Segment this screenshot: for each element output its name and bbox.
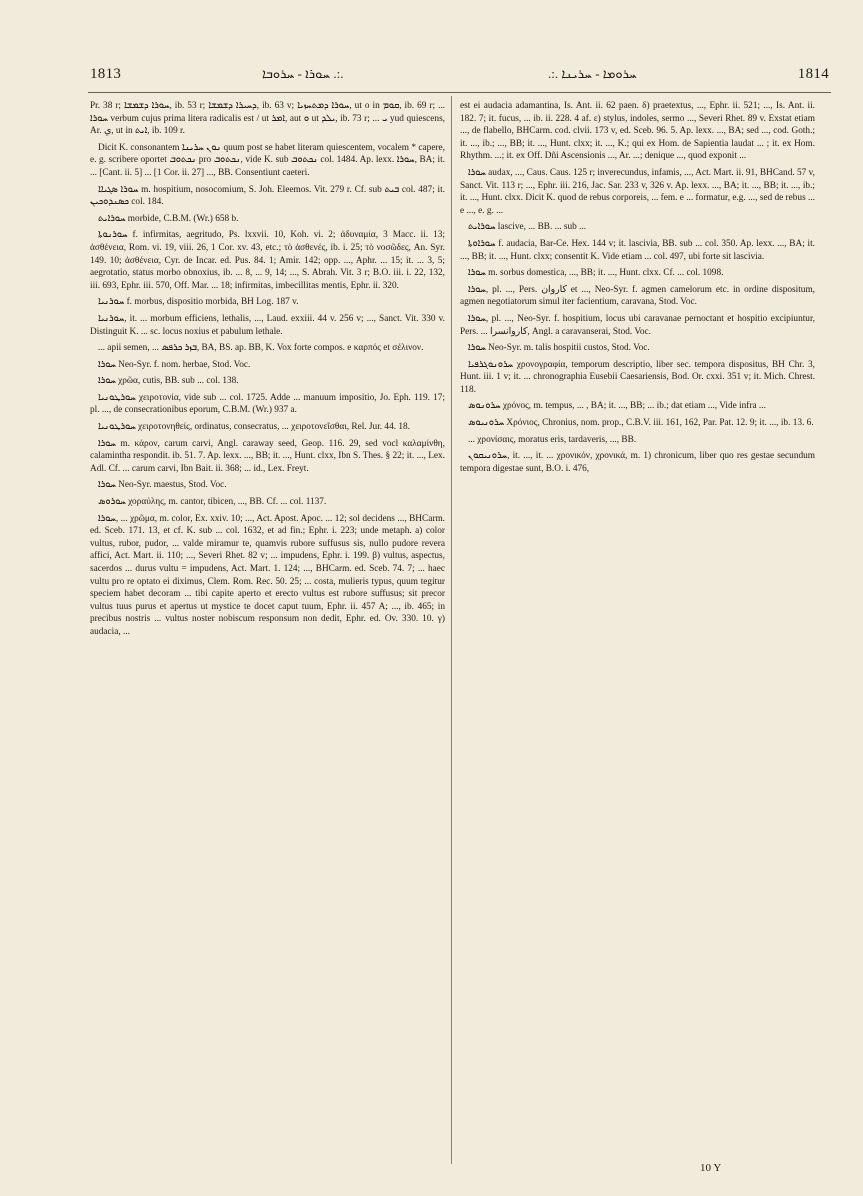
entry: ܚܘܪܐܘܬܐ f. audacia, Bar-Ce. Hex. 144 v; it. lascivia, BB. sub ... col. 350. Ap. lexx. ..., BA; it. ..., BB; it. ..., Hunt. clxx; consentit K. Vide etiam ... col. 497, ubi forte sit lascivia. bbox=[460, 238, 815, 262]
entry: ... χρονίσαις, moratus eris, tardaveris, ..., BB. bbox=[468, 434, 637, 445]
entry: ܚܘܪܢܝܐ, it. ... morbum efficiens, lethalis, ..., Laud. exxiii. 44 v. 256 v; ..., Sanct. Vit. 330 v. Distinguit K. ... sc. locus noxius et pabulum lethale. bbox=[90, 313, 445, 337]
right-column bbox=[460, 100, 815, 1160]
page-number-right: 1814 bbox=[797, 66, 829, 82]
entry: ܚܘܪܐ audax, ..., Caus. Caus. 125 r; inverecundus, infamis, ..., Act. Mart. ii. 91, BHCand. 57 v, Sanct. Vit. 113 r; ..., Ephr. iii. 216, Jac. Sar. 233 v, 326 v. Ap. lexx. ..., BA; it. ..., BB; it. ..., ib.; it. ..., Hunt. clxx. Dicit K. quod de rebus corporeis, ... fem. e ... formatur, e.g. ..., sed de rebus ... e ..., e. g. ... bbox=[460, 167, 815, 216]
entry: ܚܘܪܐ χρῶα, cutis, BB. sub ... col. 138. bbox=[98, 376, 239, 387]
signature-mark: 10 Y bbox=[700, 1162, 722, 1174]
running-head-right: .:. ܚܪܘܡܐ - ܚܪܝܢܐ bbox=[548, 66, 637, 81]
entry: ܚܘܪܐ, pl. ..., Neo-Syr. f. hospitium, locus ubi caravanae pernoctant et hospitio excipiuntur, Pers. ... كاروانسرا, Angl. a caravanserai, Stod. Voc. bbox=[460, 313, 815, 337]
entry: Pr. 38 r; ܚܘܪܐ ܕܫܡܫܐ, ib. 53 r; ܕܚܝܪܐ ܕܫܡܫܐ, ib. 63 v; ܚܘܪܐ ܕܡܬܚܙܝܐ, ut o in ܩܘܡ, ib. 69 r; ... ܚܘܪܐ verbum cujus prima litera radicalis est / ut ܐܡܪ, aut ܘ ut ܝܠܕ, ib. 73 r; ... ܝ yud quiescens, Ar. ي, ut in ܐܝܬ, ib. 109 r. bbox=[90, 101, 445, 137]
entry: ܚܘܪܐ Neo-Syr. maestus, Stod. Voc. bbox=[98, 480, 227, 491]
entry: ܚܘܪܐܝܬ morbide, C.B.M. (Wr.) 658 b. bbox=[98, 213, 239, 224]
entry: ܚܘܪܐ, ... χρῶμα, m. color, Ex. xxiv. 10; ..., Act. Apost. Apoc. ... 12; sol decidens ..., BHCarm. ed. Sceb. 171. 13, et cf. K. sub ... col. 1632, et ad fin.; Ephr. i. 223; unde metaph. a) color vultus, rubor, pudor, ... valde miramur te, quamvis rubore suffusus sis, nullo pudore revera affici, Act. Mart. ii. 110; ..., Severi Rhet. 82 v; ... impudens, Ephr. i. 199. β) vultus, aspectus, sacerdos ... durus vultu = impudens, Act. Mart. 1. 124; ..., BHCarm. ed. Sceb. 74. 7; ... haec vultu pro re optato ei diximus, Clem. Rom. Rec. 50. 25; ... costa, mulieris typus, quum tegitur speciem habet decoram ... tibi capite aperto et erecto vultus est rubore suffusus; sit precor vultus tuus purus et apertus ut mystice te docet caput tuum, Ephr. ii. 457 A; ..., ib. 465; in precibus nostris ... vultus noster nobiscum responsum non dedit, Ephr. ed. Ov. 330. 10. γ) audacia, ... bbox=[90, 513, 445, 637]
entry: Dicit K. consonantem ܢܘܢ ܚܪܝܢܐ quum post se habet literam quiescentem, vocalem * capere, e. g. scribere oportet ܢܟܬܘܒ pro ܢܟܬܘܒ, vide K. sub ܢܟܬܘܒ col. 1484. Ap. lexx. ܚܘܪܐ, BA; it. ... [Cant. ii. 5] ... [1 Cor. ii. 27] ..., BB. Consentiunt caeteri. bbox=[90, 142, 445, 178]
entry: est ei audacia adamantina, Is. Ant. ii. 62 paen. δ) praetextus, ..., Ephr. ii. 521; ..., Is. Ant. ii. 182. 7; it. fucus, ... ib. ii. 228. 4 af. ε) stylus, indoles, sermo ..., Severi Rhet. 89 v. Exstat etiam ..., de flabello, BHCarm. cod. clvii. 173 v, ed. Sceb. 96. 5. Ap. lexx. ..., BA; sed ..., cod. Goth.; it. ..., ib.; ..., BB; it. ..., Hunt. clxx; it. ..., K.; qui ex Hom. de Sapientia laudat ... ; it. ex Hom. Rhythm. ...; it. ex Off. Dñi Ascensionis ..., Ar. ...; denique ..., quod exponit ... bbox=[460, 101, 815, 162]
entry: ܚܪܘܢܘܓܪܦܝܐ χρονογραφία, temporum descriptio, liber sec. tempora dispositus, BH Chr. 3, Hunt. iii. 1 v; it. ... chronographia Eusebii Caesariensis, Bod. Or. cxxi. 351 v; it. Mich. Chrest. 118. bbox=[460, 359, 815, 395]
entry: ܚܘܪܛܘܢܝܐ χειροτονηθείς, ordinatus, consecratus, ... χειροτονεῖσθαι, Rel. Jur. 44. 18. bbox=[98, 422, 410, 433]
running-head-left: ܚܘܪܐ - ܚܪܘܒܐ .:. bbox=[262, 66, 344, 81]
column-divider bbox=[451, 96, 452, 1164]
entry: ܚܘܪܐ Neo-Syr. f. nom. herbae, Stod. Voc. bbox=[98, 359, 251, 370]
entry: ܚܪܘܢܘܣ χρόνος, m. tempus, ... , BA; it. ..., BB; ... ib.; dat etiam ..., Vide infra ... bbox=[468, 401, 766, 412]
entry: ... apii semen, ... ܒܙܪ ܟܪܦܣ, BA, BS. ap. BB, K. Vox forte compos. e καρπός et σέλινον. bbox=[98, 343, 424, 354]
left-column bbox=[90, 100, 445, 1160]
entry: ܚܪܘܢܝܘܣ Χρόνιος, Chronius, nom. prop., C.B.V. iii. 161, 162, Par. Pat. 12. 9; it. ..., ib. 13. 6. bbox=[468, 418, 814, 429]
entry: ܚܘܪܢܝܐ f. morbus, dispositio morbida, BH Log. 187 v. bbox=[98, 297, 299, 308]
entry: ܚܪܘܢܝܩܘܢ, it. ..., it. ... χρονικόν, χρονικά, m. 1) chronicum, liber quo res gestae secundum tempora digestae sunt, B.O. i. 476, bbox=[460, 451, 815, 474]
entry: ܚܘܪܐ ܣܓܝܐܐ m. hospitium, nosocomium, S. Joh. Eleemos. Vit. 279 r. Cf. sub ܒܝܬ col. 487; it. ܟܣܢܕܘܟܝܢ col. 184. bbox=[90, 184, 445, 208]
entry: ܚܘܪܐ m. sorbus domestica, ..., BB; it. ..., Hunt. clxx. Cf. ... col. 1098. bbox=[468, 268, 724, 279]
entry: ܚܘܪܢܘܬܐ f. infirmitas, aegritudo, Ps. lxxvii. 10, Koh. vi. 2; ἀδυναμία, 3 Macc. ii. 13; ἀσθένεια, Rom. vi. 19, viii. 26, 1 Cor. xv. 43, etc.; τὸ ἀσθενές, ib. i. 25; τὸ νοσῶδες, An. Syr. 149. 10; ἀσθένεια, Cyr. de Incar. ed. Pus. 84. 1; Amir. 142; opp. ..., Aphr. ... 15; it. ... 3, 5; aegrotatio, status morbo obnoxius, ib. ... 8, ... 9, 14; ..., S. Abrah. Vit. 3 r; B.O. iii. i. 22, 132, iii. 693, Ephr. iii. 570, Off. Mar. ... 18; infirmitas, imbecillitas mentis, Ephr. ii. 320. bbox=[90, 230, 445, 291]
entry: ܚܘܪܘܣ χοραύλης, m. cantor, tibicen, ..., BB. Cf. ... col. 1137. bbox=[98, 497, 327, 508]
entry: ܚܘܪܐ Neo-Syr. m. talis hospitii custos, Stod. Voc. bbox=[468, 343, 650, 354]
header-rule bbox=[88, 92, 831, 93]
entry: ܚܘܪܛܘܢܝܐ χειροτονία, vide sub ... col. 1725. Adde ... manuum impositio, Jo. Eph. 119. 17; pl. ..., de consecrationibus eporum, C.B.M. (Wr.) 937 a. bbox=[90, 392, 445, 416]
entry: ܚܘܪܐ m. κάρον, carum carvi, Angl. caraway seed, Geop. 116. 29, sed vocl καλαμίνθη, calamintha respondit. ib. 51. 7. Ap. lexx. ..., BB; it. ..., Hunt. clxx, Ibn S. Thes. § 22; it. ..., Lex. Adl. Cf. ... carum carvi, Ibn Bait. ii. 368; ... id., Lex. Freyt. bbox=[90, 438, 445, 474]
entry: ܚܘܪܐ, pl. ..., Pers. كاروان et ..., Neo-Syr. f. agmen camelorum etc. in ordine dispositum, agmen negotiatorum simul iter facientium, caravana, Stod. Voc. bbox=[460, 284, 815, 308]
entry: ܚܘܪܐܝܬ lascive, ... BB. ... sub ... bbox=[468, 222, 587, 233]
page-number-left: 1813 bbox=[90, 66, 122, 82]
